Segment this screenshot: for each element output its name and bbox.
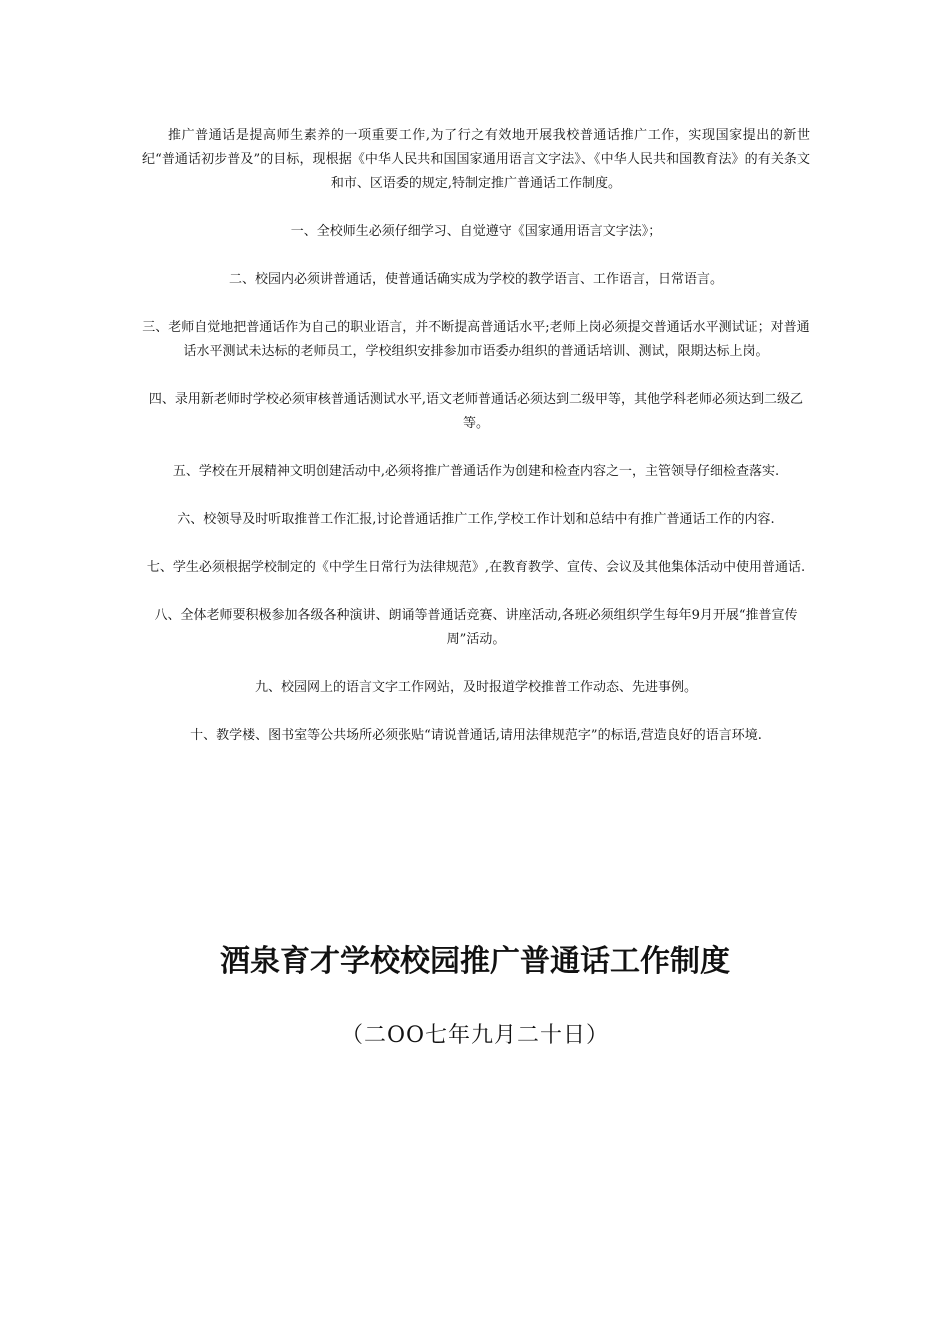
rule-1: 一、全校师生必须仔细学习、自觉遵守《国家通用语言文字法》； [290, 224, 662, 239]
intro-paragraph: 推广普通话是提高师生素养的一项重要工作,为了行之有效地开展我校普通话推广工作，实现国家提出的新世纪“普通话初步普及”的目标，现根据《中华人民共和国国家通用语言文字法》、《中华人民共和国教育法》的有关条文和市、区语委的规定,特制定推广普通话工作制度。 [142, 128, 810, 191]
rule-8: 八、全体老师要积极参加各级各种演讲、朗诵等普通话竞赛、讲座活动,各班必须组织学生每年9月开展“推普宣传周”活动。 [154, 608, 798, 647]
document-body [142, 124, 810, 772]
rule-9: 九、校园网上的语言文字工作网站，及时报道学校推普工作动态、先进事例。 [254, 680, 697, 695]
rule-5: 五、学校在开展精神文明创建活动中,必须将推广普通话作为创建和检查内容之一，主管领导仔细检查落实. [172, 464, 780, 479]
rule-3: 三、老师自觉地把普通话作为自己的职业语言，并不断提高普通话水平;老师上岗必须提交普通话水平测试证；对普通话水平测试未达标的老师员工，学校组织安排参加市语委办组织的普通话培训、测试，限期达标上岗。 [142, 320, 810, 359]
document-date: （二OO七年九月二十日） [340, 1023, 610, 1048]
rule-4: 四、录用新老师时学校必须审核普通话测试水平,语文老师普通话必须达到二级甲等，其他学科老师必须达到二级乙等。 [148, 392, 804, 431]
rule-7: 七、学生必须根据学校制定的《中学生日常行为法律规范》,在教育教学、宣传、会议及其他集体活动中使用普通话. [146, 560, 806, 575]
rule-2: 二、校园内必须讲普通话，使普通话确实成为学校的教学语言、工作语言，日常语言。 [228, 272, 723, 287]
rule-10: 十、教学楼、图书室等公共场所必须张贴“请说普通话,请用法律规范字”的标语,营造良好的语言环境. [190, 728, 762, 743]
rule-6: 六、校领导及时听取推普工作汇报,讨论普通话推广工作,学校工作计划和总结中有推广普通话工作的内容. [177, 512, 775, 527]
document-title: 酒泉育才学校校园推广普通话工作制度 [220, 944, 730, 979]
